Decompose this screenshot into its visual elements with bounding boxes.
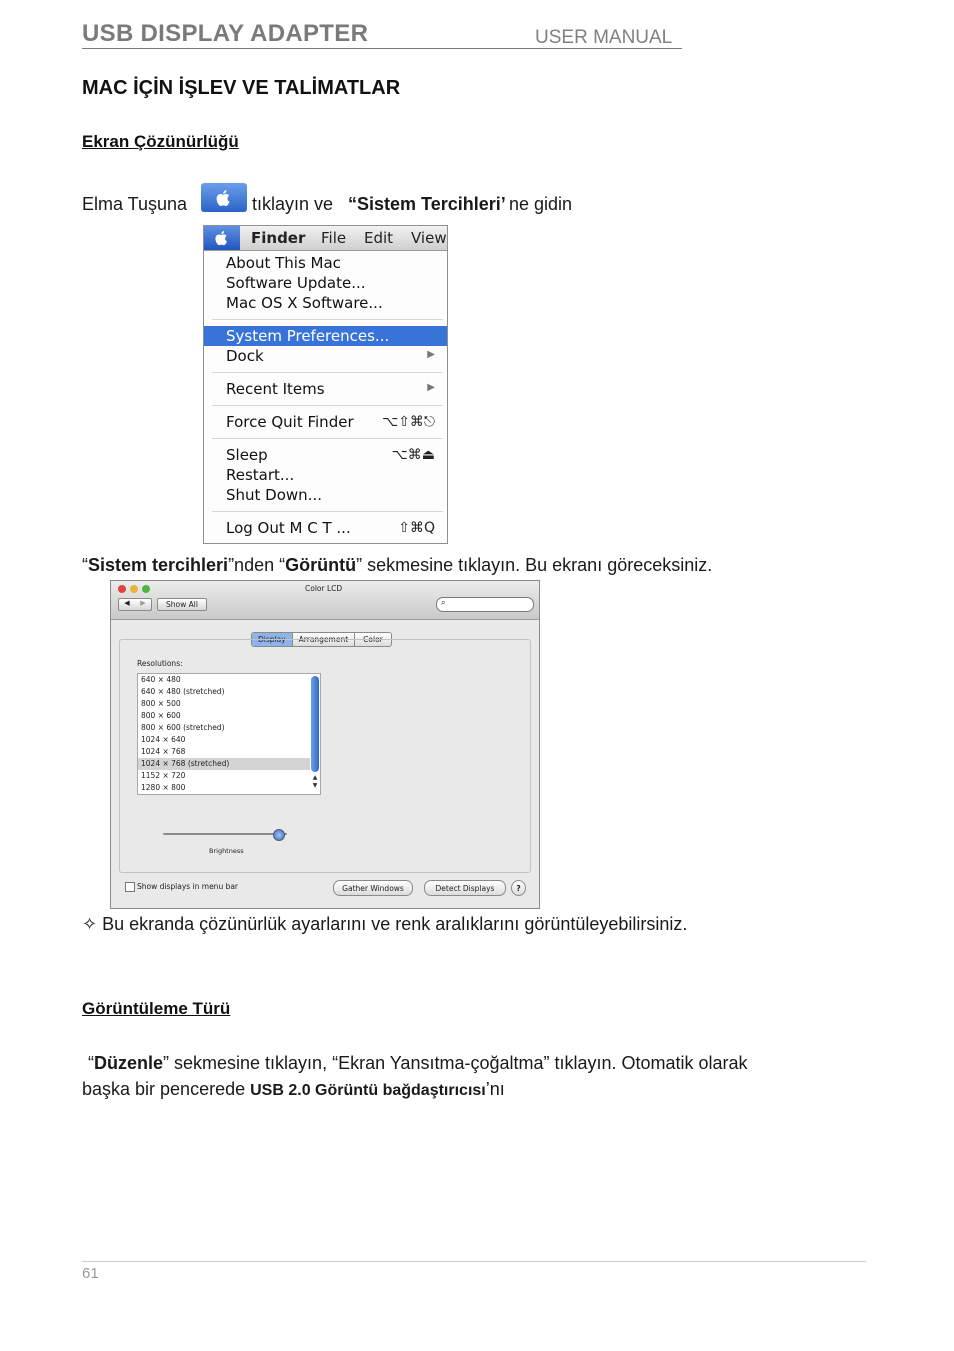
menu-item-sleep[interactable]: Sleep [226, 446, 268, 464]
show-all-button[interactable] [157, 598, 207, 611]
minimize-button[interactable] [130, 585, 138, 593]
detect-displays-label: Detect Displays [435, 883, 495, 893]
help-icon: ? [516, 883, 521, 893]
menu-item-dock[interactable]: Dock [226, 347, 264, 365]
para-quote: “ [88, 1053, 94, 1073]
resolutions-list[interactable] [137, 673, 321, 795]
tab-display[interactable]: Display [252, 633, 293, 646]
brightness-label: Brightness [209, 847, 244, 855]
menu-item-software-update[interactable]: Software Update... [226, 274, 366, 292]
apple-menu-icon[interactable] [204, 226, 240, 250]
paragraph-line-1 [88, 1053, 748, 1074]
help-button[interactable] [511, 880, 526, 896]
menubar-file[interactable]: File [321, 229, 347, 247]
menu-item-shut-down[interactable]: Shut Down... [226, 486, 322, 504]
document-header-title: USB DISPLAY ADAPTER [82, 20, 369, 47]
menu-item-mac-os-software[interactable]: Mac OS X Software... [226, 294, 383, 312]
list-item[interactable]: 640 × 480 [141, 675, 181, 684]
submenu-arrow-icon: ▶ [427, 349, 435, 360]
checkbox-label: Show displays in menu bar [137, 882, 239, 891]
list-scrollbar-thumb[interactable] [311, 676, 319, 772]
menu-item-force-quit[interactable]: Force Quit Finder [226, 413, 354, 431]
subheading-screen-resolution: Ekran Çözünürlüğü [82, 132, 239, 151]
show-in-menu-bar-checkbox[interactable] [125, 882, 135, 892]
menu-item-system-preferences[interactable]: System Preferences... [226, 327, 390, 345]
menu-separator [212, 372, 443, 373]
step2-system-preferences: Sistem tercihleri [88, 555, 229, 575]
back-arrow-icon[interactable]: ◀ [124, 599, 130, 607]
brightness-slider[interactable] [163, 833, 287, 835]
list-item[interactable]: 1280 × 800 [141, 783, 186, 792]
document-header-subtitle: USER MANUAL [535, 27, 673, 48]
step2-quote: “ [82, 555, 88, 575]
star-bullet-icon: ✧ [82, 914, 98, 934]
close-button[interactable] [118, 585, 126, 593]
prefs-titlebar [111, 581, 539, 620]
detect-displays-button[interactable] [424, 880, 506, 896]
list-item[interactable]: 1024 × 640 [141, 735, 186, 744]
footer-rule [82, 1261, 866, 1262]
menu-item-restart[interactable]: Restart... [226, 466, 295, 484]
step1-text-post: ne gidin [509, 194, 573, 214]
list-item[interactable]: 640 × 480 (stretched) [141, 687, 225, 696]
note-line [82, 914, 687, 935]
para-text-3: ’nı [485, 1079, 505, 1099]
tab-arrangement[interactable]: Arrangement [293, 633, 356, 646]
step2-line [82, 555, 712, 576]
step2-text-mid: ”nden “ [228, 555, 286, 575]
list-item-selected[interactable]: 1024 × 768 (stretched) [141, 759, 230, 768]
apple-key-icon [201, 183, 247, 212]
note-text: Bu ekranda çözünürlük ayarlarını ve renk aralıklarını görüntüleyebilirsiniz. [102, 914, 688, 934]
resolutions-label: Resolutions: [137, 659, 183, 668]
forward-arrow-icon[interactable]: ▶ [140, 599, 146, 607]
section-title: MAC İÇİN İŞLEV VE TALİMATLAR [82, 77, 401, 99]
log-out-shortcut: ⇧⌘Q [398, 520, 435, 536]
list-item[interactable]: 1024 × 768 [141, 747, 186, 756]
step1-text-pre: Elma Tuşuna [82, 194, 188, 214]
menubar-edit[interactable]: Edit [364, 229, 394, 247]
step2-text-post: ” sekmesine tıklayın. Bu ekranı göreceksiniz. [356, 555, 713, 575]
paragraph-line-2 [82, 1079, 505, 1100]
prefs-window-title: Color LCD [305, 584, 343, 593]
para-usb-adapter: USB 2.0 Görüntü bağdaştırıcısı [250, 1082, 486, 1099]
header-rule [82, 48, 682, 49]
gather-windows-label: Gather Windows [342, 883, 404, 893]
step2-display: Görüntü [285, 555, 357, 575]
show-all-label: Show All [166, 600, 198, 609]
zoom-button[interactable] [142, 585, 150, 593]
list-item[interactable]: 1152 × 720 [141, 771, 186, 780]
tab-color[interactable]: Color [363, 635, 383, 644]
subheading-display-type: Görüntüleme Türü [82, 999, 231, 1018]
step1-text-mid: tıklayın ve [252, 194, 334, 214]
list-item[interactable]: 800 × 500 [141, 699, 181, 708]
display-preferences-screenshot [110, 580, 540, 909]
menubar-view[interactable]: View [411, 229, 447, 247]
menu-item-log-out[interactable]: Log Out M C T ... [226, 519, 351, 537]
force-quit-shortcut: ⌥⇧⌘⎋ [382, 414, 435, 430]
menu-separator [212, 511, 443, 512]
submenu-arrow-icon: ▶ [427, 382, 435, 393]
step1-system-preferences: “Sistem Tercihleri’ [348, 194, 506, 214]
para-arrange: Düzenle [94, 1053, 164, 1073]
page-number: 61 [82, 1265, 99, 1282]
list-item[interactable]: 800 × 600 (stretched) [141, 723, 225, 732]
menu-item-about[interactable]: About This Mac [226, 254, 341, 272]
para-text-2: başka bir pencerede [82, 1079, 246, 1099]
menu-separator [212, 438, 443, 439]
menu-separator [212, 405, 443, 406]
sleep-shortcut: ⌥⌘⏏ [391, 447, 435, 463]
apple-menu-screenshot [203, 225, 448, 544]
menubar-finder[interactable]: Finder [251, 229, 306, 247]
search-input[interactable] [436, 597, 534, 612]
menu-bar [204, 226, 447, 251]
para-text-1: ” sekmesine tıklayın, “Ekran Yansıtma-çoğaltma” tıklayın. Otomatik olarak [163, 1053, 748, 1073]
menu-item-recent-items[interactable]: Recent Items [226, 380, 325, 398]
back-forward-buttons[interactable] [118, 598, 152, 611]
gather-windows-button[interactable] [333, 880, 413, 896]
list-item[interactable]: 800 × 600 [141, 711, 181, 720]
scroll-arrows-icon[interactable]: ▲ ▼ [312, 774, 318, 789]
menu-separator [212, 319, 443, 320]
search-icon: ⌕ [441, 598, 446, 607]
